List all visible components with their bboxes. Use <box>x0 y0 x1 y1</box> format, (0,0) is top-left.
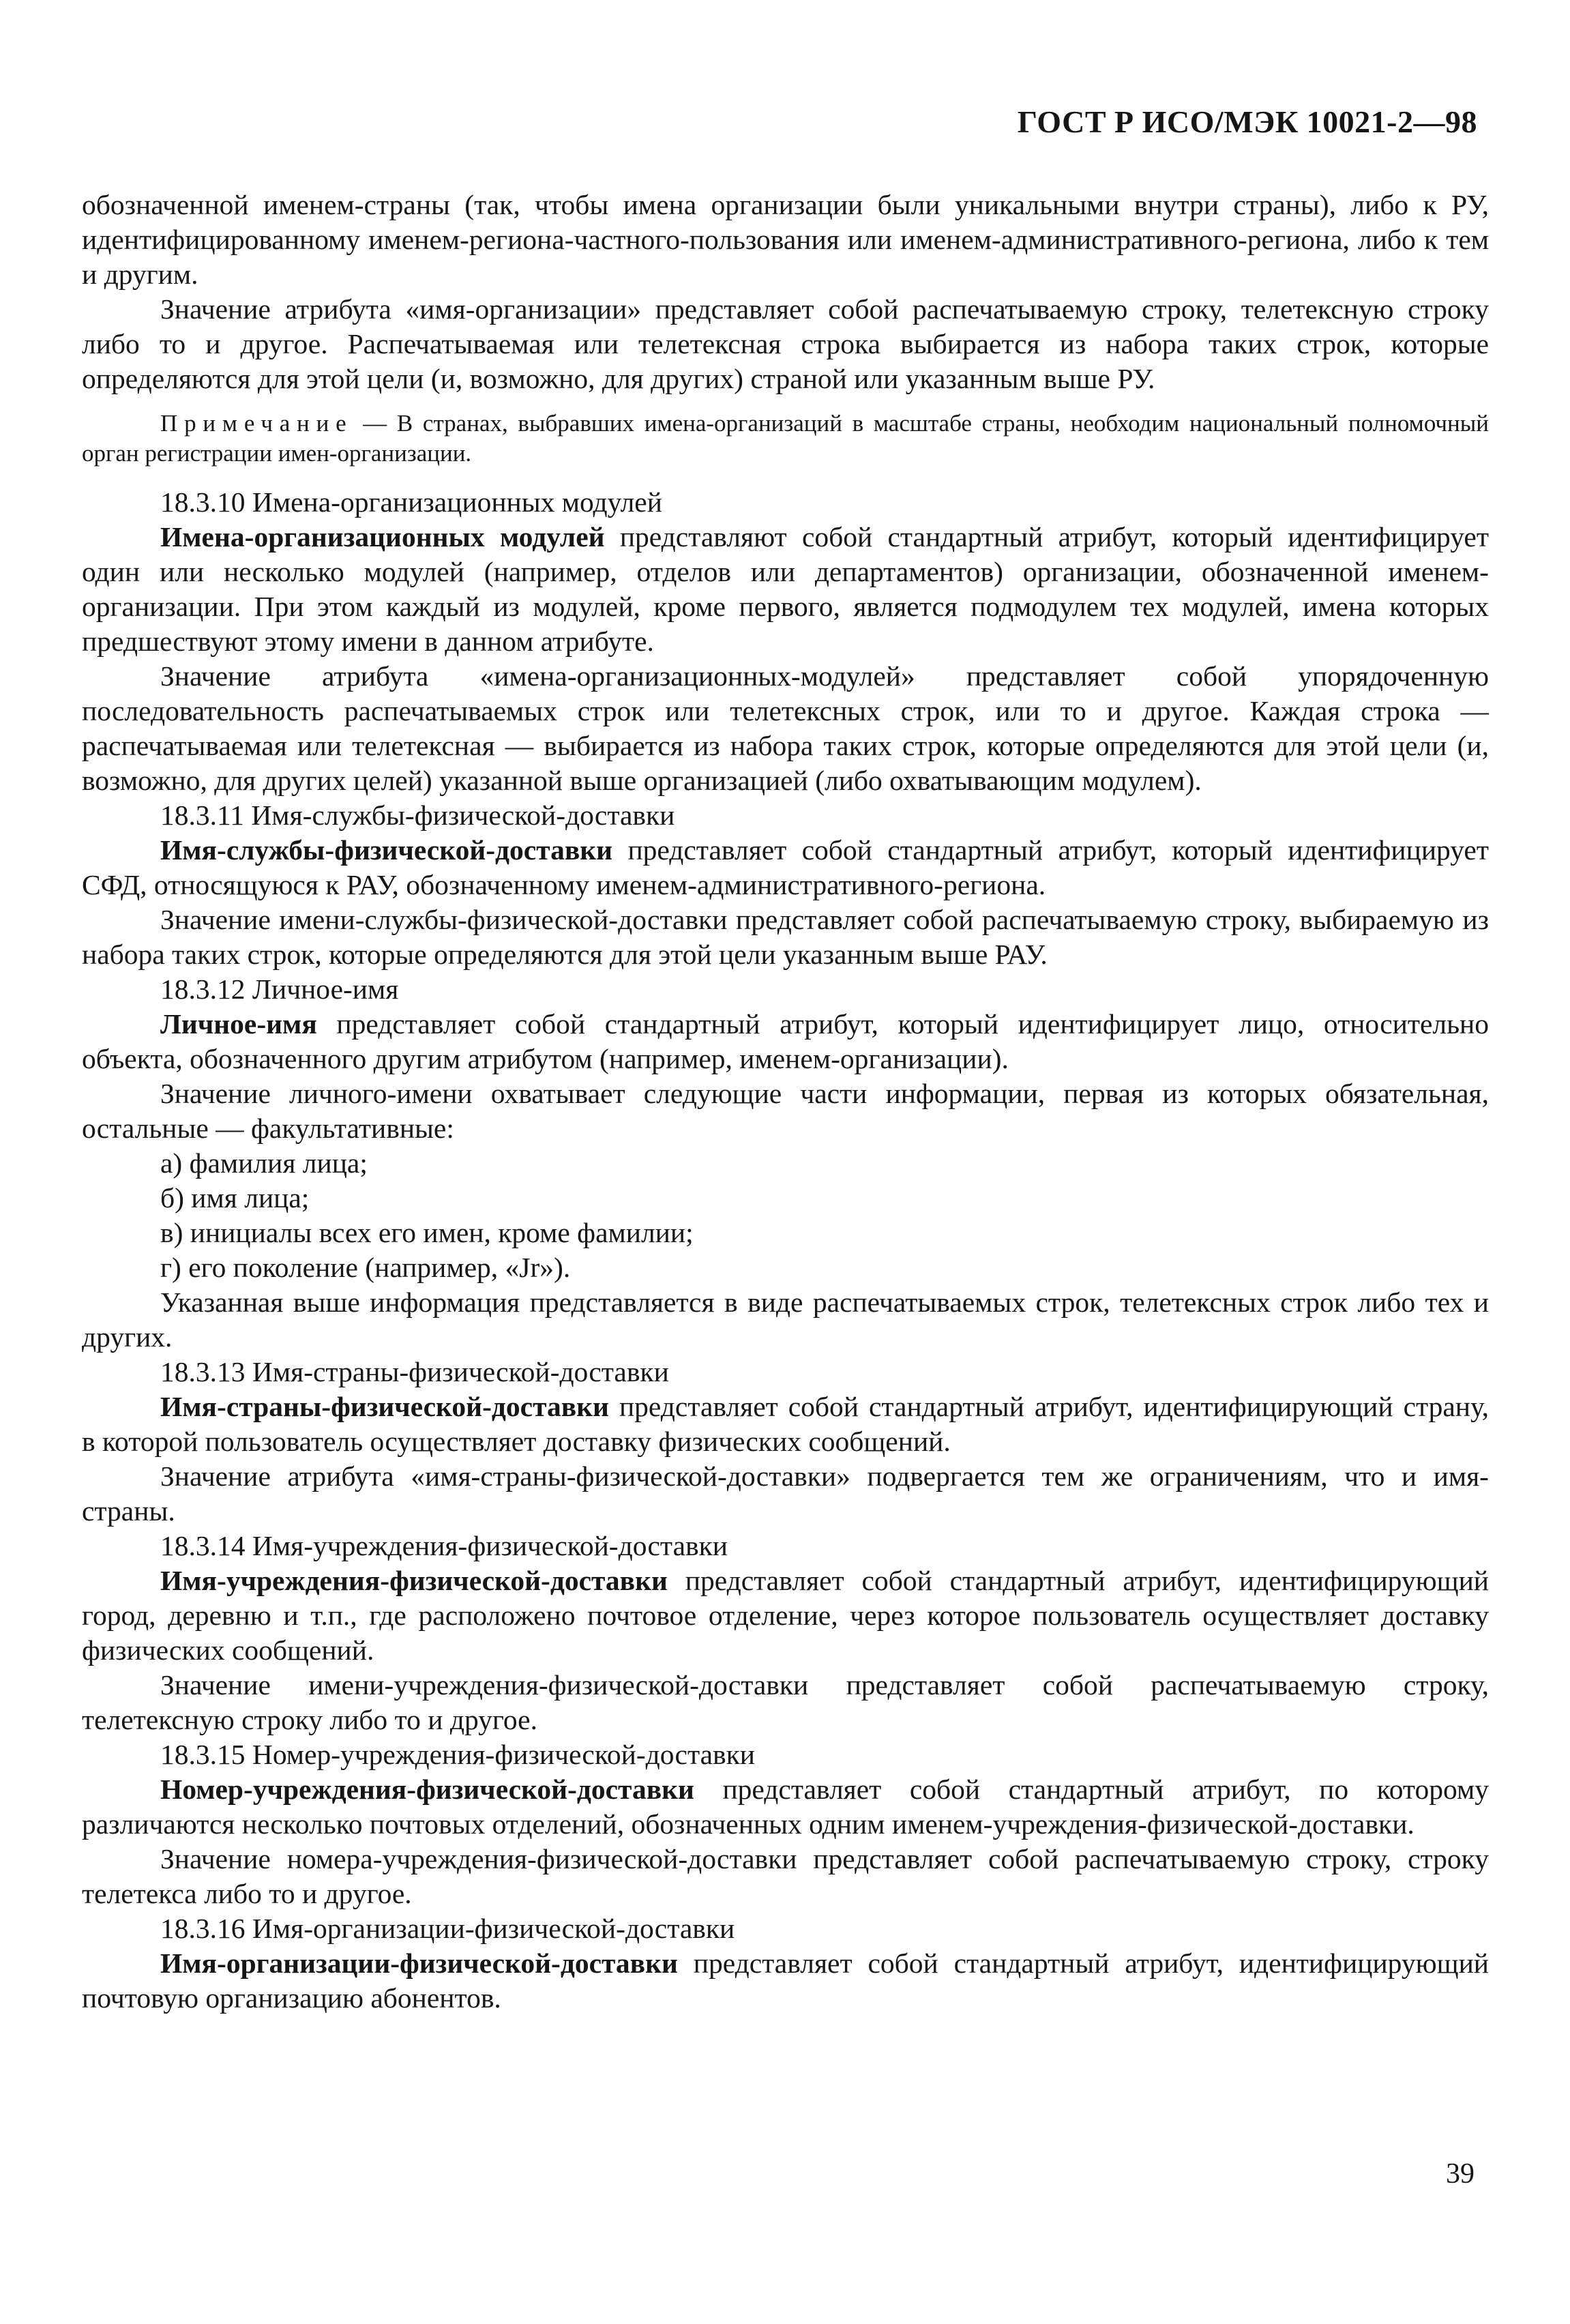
personal-name-parts-list <box>82 1146 1489 1285</box>
section-definition-18-3-16: Имя-организации-физической-доставки представляет собой стандартный атрибут, идентифицирующий почтовую организацию абонентов. <box>82 1947 1489 2014</box>
section-definition-18-3-15: Номер-учреждения-физической-доставки представляет собой стандартный атрибут, по которому различаются несколько почтовых отделений, обозначенных одним именем-учреждения-физической-доставки. <box>82 1774 1489 1840</box>
note <box>82 409 1489 469</box>
section-value-18-3-13: Значение атрибута «имя-страны-физической-доставки» подвергается тем же ограничениям, что и имя-страны. <box>82 1460 1489 1527</box>
section-heading-18-3-12: 18.3.12 Личное-имя <box>160 973 399 1005</box>
section-value-18-3-15: Значение номера-учреждения-физической-доставки представляет собой распечатываемую строку, строку телетекса либо то и другое. <box>82 1843 1489 1909</box>
section-after-18-3-12: Указанная выше информация представляется в виде распечатываемых строк, телетексных строк либо тех и других. <box>82 1286 1489 1353</box>
document-code-header: ГОСТ Р ИСО/МЭК 10021-2—98 <box>1017 104 1477 139</box>
term: Имена-организационных модулей <box>160 521 605 553</box>
section-heading-18-3-14: 18.3.14 Имя-учреждения-физической-доставки <box>160 1530 728 1561</box>
section-heading-18-3-10: 18.3.10 Имена-организационных модулей <box>160 486 662 518</box>
section-definition-18-3-14: Имя-учреждения-физической-доставки представляет собой стандартный атрибут, идентифицирующий город, деревню и т.п., где расположено почтовое отделение, через которое пользователь осуществляет доставку физических сообщений. <box>82 1565 1489 1666</box>
term: Имя-страны-физической-доставки <box>160 1391 609 1422</box>
list-item: а) фамилия лица; <box>160 1147 368 1179</box>
note-text: — В странах, выбравших имена-организаций в масштабе страны, необходим национальный полномочный орган регистрации имен-организации. <box>82 410 1489 467</box>
term: Номер-учреждения-физической-доставки <box>160 1774 694 1805</box>
section-definition-18-3-10: Имена-организационных модулей представляют собой стандартный атрибут, который идентифицирует один или несколько модулей (например, отделов или департаментов) организации, обозначенной именем-организации. При этом каждый из модулей, кроме первого, является подмодулем тех модулей, имена которых предшествуют этому имени в данном атрибуте. <box>82 521 1489 657</box>
document-body <box>82 188 1489 2016</box>
section-definition-18-3-12: Личное-имя представляет собой стандартный атрибут, который идентифицирует лицо, относительно объекта, обозначенного другим атрибутом (например, именем-организации). <box>82 1008 1489 1074</box>
section-heading-18-3-13: 18.3.13 Имя-страны-физической-доставки <box>160 1356 669 1387</box>
section-value-18-3-14: Значение имени-учреждения-физической-доставки представляет собой распечатываемую строку, телетексную строку либо то и другое. <box>82 1669 1489 1735</box>
list-item: б) имя лица; <box>160 1182 310 1214</box>
paragraph-org-value: Значение атрибута «имя-организации» представляет собой распечатываемую строку, телетексную строку либо то и другое. Распечатываемая или телетексная строка выбирается из набора таких строк, которые определяются для этой цели (и, возможно, для других) страной или указанным выше РУ. <box>82 293 1489 394</box>
list-item: в) инициалы всех его имен, кроме фамилии; <box>160 1217 694 1248</box>
term: Имя-учреждения-физической-доставки <box>160 1565 668 1596</box>
list-item: г) его поколение (например, «Jr»). <box>160 1252 571 1283</box>
note-label: Примечание <box>160 410 353 437</box>
section-heading-18-3-16: 18.3.16 Имя-организации-физической-доставки <box>160 1913 735 1944</box>
paragraph-intro: обозначенной именем-страны (так, чтобы имена организации были уникальными внутри страны), либо к РУ, идентифицированному именем-региона-частного-пользования или именем-административного-региона, либо к тем и другим. <box>82 189 1489 290</box>
section-definition-18-3-13: Имя-страны-физической-доставки представляет собой стандартный атрибут, идентифицирующий страну, в которой пользователь осуществляет доставку физических сообщений. <box>82 1391 1489 1457</box>
section-definition-18-3-11: Имя-службы-физической-доставки представляет собой стандартный атрибут, который идентифицирует СФД, относящуюся к РАУ, обозначенному именем-административного-региона. <box>82 834 1489 900</box>
page-number: 39 <box>1446 2158 1475 2190</box>
section-value-18-3-10: Значение атрибута «имена-организационных-модулей» представляет собой упорядоченную последовательность распечатываемых строк или телетексных строк, или то и другое. Каждая строка — распечатываемая или телетексная — выбирается из набора таких строк, которые определяются для этой цели (и, возможно, для других целей) указанной выше организацией (либо охватывающим модулем). <box>82 660 1489 796</box>
term: Имя-организации-физической-доставки <box>160 1947 678 1979</box>
section-value-18-3-12: Значение личного-имени охватывает следующие части информации, первая из которых обязательная, остальные — факультативные: <box>82 1078 1489 1144</box>
term: Имя-службы-физической-доставки <box>160 834 613 866</box>
section-heading-18-3-15: 18.3.15 Номер-учреждения-физической-доставки <box>160 1739 756 1770</box>
section-value-18-3-11: Значение имени-службы-физической-доставки представляет собой распечатываемую строку, выбираемую из набора таких строк, которые определяются для этой цели указанным выше РАУ. <box>82 904 1489 970</box>
section-heading-18-3-11: 18.3.11 Имя-службы-физической-доставки <box>160 799 675 831</box>
term: Личное-имя <box>160 1008 317 1040</box>
